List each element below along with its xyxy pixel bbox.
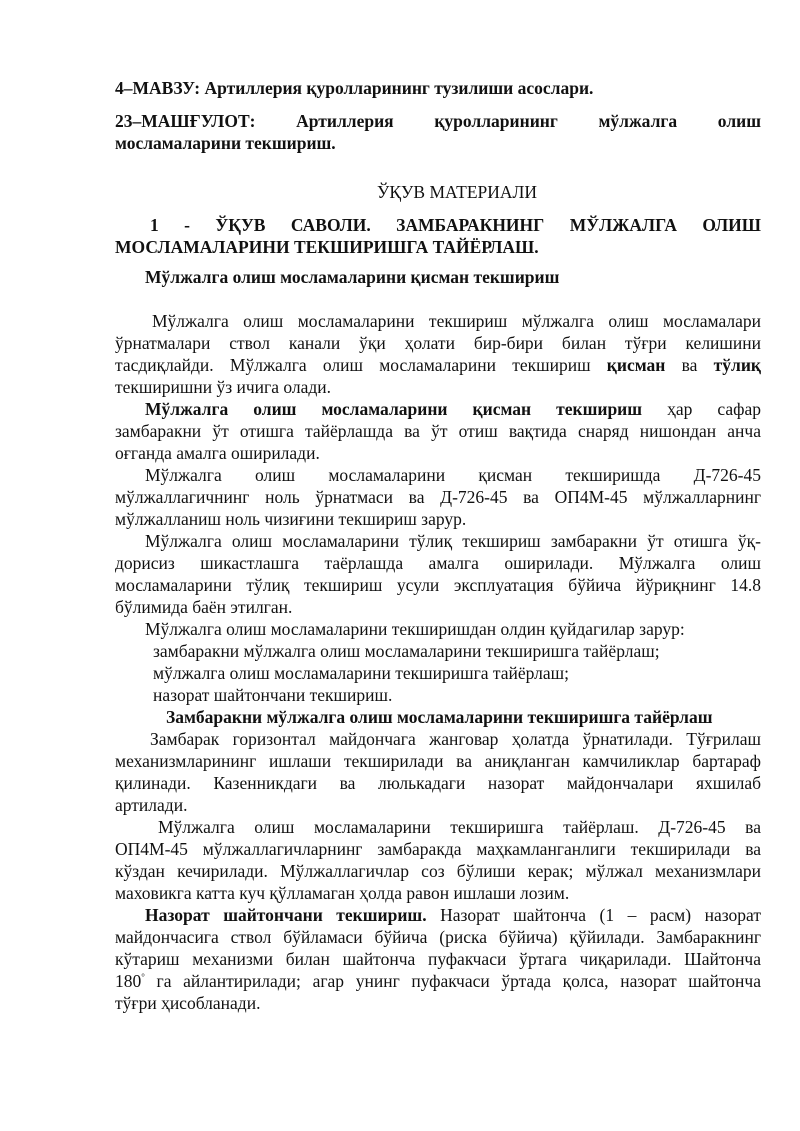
p8-line1: Назорат шайтончани текшириш. Назорат шайтонча (1 – расм) назорат: [145, 905, 762, 925]
p7-line3: кўздан кечирилади. Мўлжаллагичлар соз бўлиши керак; мўлжал механизмлари: [115, 861, 761, 881]
p1-line3: тасдиқлайди. Мўлжалга олиш мосламаларини текшириш қисман ва тўлиқ: [115, 355, 761, 375]
list-item: назорат шайтончани текшириш.: [153, 685, 393, 705]
section-subheading-preparation: Замбаракни мўлжалга олиш мосламаларини текширишга тайёрлаш: [166, 707, 713, 727]
question-heading-line2: МОСЛАМАЛАРИНИ ТЕКШИРИШГА ТАЙЁРЛАШ.: [115, 237, 539, 257]
p6-line3: қилинади. Казенникдаги ва люлькадаги назорат майдончалари яхшилаб: [115, 773, 761, 793]
page-title: ЎҚУВ МАТЕРИАЛИ: [376, 182, 538, 202]
p7-line1: Мўлжалга олиш мосламаларини текширишга тайёрлаш. Д-726-45 ва: [158, 817, 761, 837]
p4-line1: Мўлжалга олиш мосламаларини тўлиқ текшириш замбаракни ўт отишга ўқ-: [145, 531, 761, 551]
p6-line2: механизмларининг ишлаши текширилади ва аниқланган камчиликлар бартараф: [115, 751, 761, 771]
list-item: мўлжалга олиш мосламаларини текширишга тайёрлаш;: [153, 663, 570, 683]
section-subheading-partial-check: Мўлжалга олиш мосламаларини қисман текшириш: [145, 267, 560, 287]
question-heading-line1: 1 - ЎҚУВ САВОЛИ. ЗАМБАРАКНИНГ МЎЛЖАЛГА ОЛИШ: [150, 215, 761, 235]
p8-line3: кўтариш механизми билан шайтонча пуфакчаси ўртага чиқарилади. Шайтонча: [115, 949, 761, 969]
p4-line4: бўлимида баён этилган.: [115, 597, 293, 617]
lesson-heading-line1: 23–МАШҒУЛОТ: Артиллерия қуролларининг мўлжалга олиш: [115, 111, 761, 131]
p3-line3: мўлжалланиш ноль чизиғини текшириш зарур.: [115, 509, 467, 529]
degree-sign: °: [141, 972, 145, 982]
p2-line2: замбаракни ўт отишга тайёрлашда ва ўт отиш вақтида снаряд нишондан анча: [115, 421, 761, 441]
p1-line4: текширишни ўз ичига олади.: [115, 377, 332, 397]
p5-intro: Мўлжалга олиш мосламаларини текширишдан олдин қуйдагилар зарур:: [145, 619, 685, 639]
topic-heading: 4–МАВЗУ: Артиллерия қуролларининг тузилиши асослари.: [115, 78, 594, 98]
p8-line2: майдончасига ствол бўйламаси бўйича (риска бўйича) қўйилади. Замбаракнинг: [115, 927, 761, 947]
p2-line3: оғганда амалга оширилади.: [115, 443, 320, 463]
p3-line2: мўлжаллагичнинг ноль ўрнатмаси ва Д-726-45 ва ОП4М-45 мўлжалларнинг: [115, 487, 761, 507]
p1-line1: Мўлжалга олиш мосламаларини текшириш мўлжалга олиш мосламалари: [152, 311, 761, 331]
p8-line4: 180° га айлантирилади; агар унинг пуфакчаси ўртада қолса, назорат шайтонча: [115, 971, 761, 991]
p7-line4: маховикга катта куч қўлламаган ҳолда равон ишлаши лозим.: [115, 883, 570, 903]
p3-line1: Мўлжалга олиш мосламаларини қисман текширишда Д-726-45: [145, 465, 761, 485]
p2-line1: Мўлжалга олиш мосламаларини қисман текшириш ҳар сафар: [145, 399, 761, 419]
p4-line2: дорисиз шикастлашга таёрлашда амалга оширилади. Мўлжалга олиш: [115, 553, 761, 573]
p1-line2: ўрнатмалари ствол канали ўқи ҳолати бир-бири билан тўғри келишини: [115, 333, 761, 353]
lesson-heading-line2: мосламаларини текшириш.: [115, 133, 336, 153]
p7-line2: ОП4М-45 мўлжаллагичларнинг замбаракда маҳкамланганлиги текширилади ва: [115, 839, 761, 859]
p8-line5: тўғри ҳисобланади.: [115, 993, 261, 1013]
p6-line4: артилади.: [115, 795, 188, 815]
p4-line3: мосламаларини тўлиқ текшириш усули эксплуатация бўйича йўриқнинг 14.8: [115, 575, 761, 595]
list-item: замбаракни мўлжалга олиш мосламаларини текширишга тайёрлаш;: [153, 641, 660, 661]
p6-line1: Замбарак горизонтал майдончага жанговар ҳолатда ўрнатилади. Тўғрилаш: [150, 729, 761, 749]
